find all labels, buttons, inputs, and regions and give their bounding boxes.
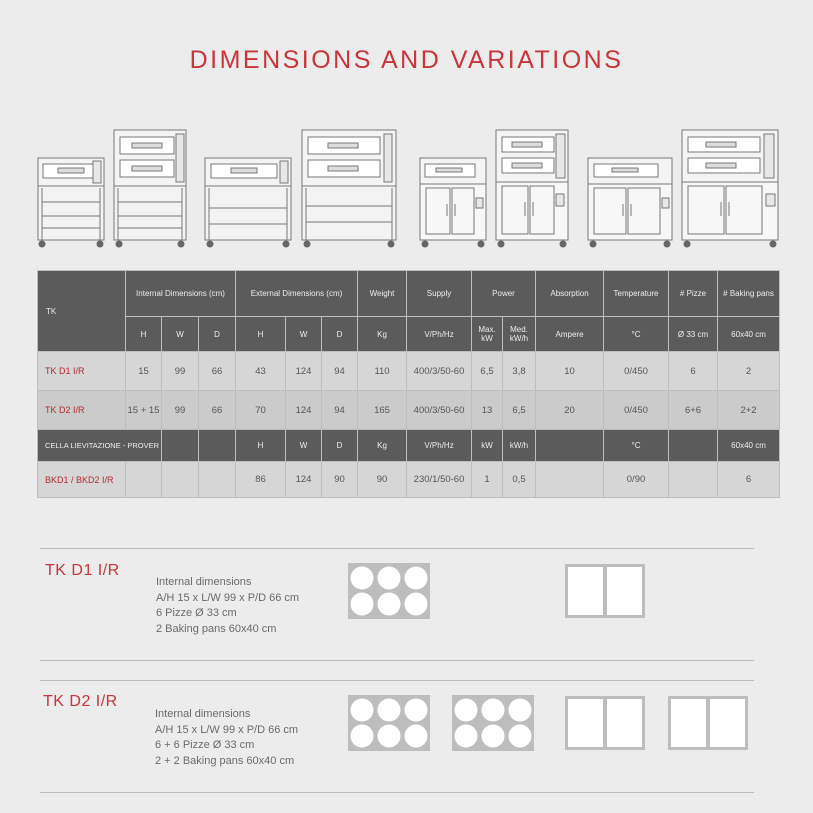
cell: H <box>236 430 286 462</box>
pizza-tray-icon <box>348 695 430 751</box>
cell: 0/450 <box>604 352 669 391</box>
cell: 94 <box>322 352 358 391</box>
pizza-tray-icon <box>452 695 534 751</box>
cell: 15 <box>126 352 162 391</box>
cell <box>669 462 718 498</box>
oven-tk-d1-prover <box>420 158 486 248</box>
sub-kg: Kg <box>358 317 407 352</box>
spec-table <box>37 270 780 498</box>
oven-tk-d1-prover-wide <box>588 158 672 248</box>
sub-ed: D <box>322 317 358 352</box>
prover-header-row <box>38 430 780 462</box>
cell: 6,5 <box>503 391 536 430</box>
cell <box>162 430 199 462</box>
sub-eh: H <box>236 317 286 352</box>
cell: 90 <box>322 462 358 498</box>
sub-iw: W <box>162 317 199 352</box>
sub-pan: 60x40 cm <box>718 317 780 352</box>
cell: 0/450 <box>604 391 669 430</box>
cell: V/Ph/Hz <box>407 430 472 462</box>
cell: 6 <box>669 352 718 391</box>
temperature-header: Temperature <box>604 271 669 317</box>
table-row <box>38 352 780 391</box>
oven-tk-d1-stand <box>38 158 104 248</box>
cell: 66 <box>199 352 236 391</box>
detail-line: A/H 15 x L/W 99 x P/D 66 cm <box>156 591 300 604</box>
supply-header: Supply <box>407 271 472 317</box>
cell: 90 <box>358 462 407 498</box>
cell: 20 <box>536 391 604 430</box>
cell <box>669 430 718 462</box>
cell: kW/h <box>503 430 536 462</box>
internal-dimensions-header: Internal Dimensions (cm) <box>126 271 236 317</box>
detail-description <box>155 707 298 769</box>
cell: 10 <box>536 352 604 391</box>
cell <box>199 462 236 498</box>
cell <box>199 430 236 462</box>
cell <box>126 462 162 498</box>
table-row <box>38 391 780 430</box>
oven-tk-d2-prover-wide <box>682 130 778 248</box>
weight-header: Weight <box>358 271 407 317</box>
baking-pans-header: # Baking pans <box>718 271 780 317</box>
sub-ih: H <box>126 317 162 352</box>
divider <box>40 548 754 549</box>
cell <box>536 430 604 462</box>
cell: 6 <box>718 462 780 498</box>
sub-pz: Ø 33 cm <box>669 317 718 352</box>
prover-label: CELLA LIEVITAZIONE - PROVER <box>38 430 162 462</box>
detail-line: Internal dimensions <box>155 708 251 720</box>
sub-id: D <box>199 317 236 352</box>
cell: 165 <box>358 391 407 430</box>
absorption-header: Absorption <box>536 271 604 317</box>
detail-line: 2 Baking pans 60x40 cm <box>156 622 277 635</box>
oven-tk-d1-wide <box>205 158 291 248</box>
table-subheader-row <box>38 317 780 352</box>
external-dimensions-header: External Dimensions (cm) <box>236 271 358 317</box>
model-cell: TK D2 I/R <box>38 391 126 430</box>
cell: 110 <box>358 352 407 391</box>
cell: 2+2 <box>718 391 780 430</box>
baking-pans-icon <box>668 696 748 750</box>
detail-model-name: TK D1 I/R <box>45 562 120 579</box>
detail-line: 6 + 6 Pizze Ø 33 cm <box>155 739 255 751</box>
baking-pans-icon <box>565 696 645 750</box>
cell: 2 <box>718 352 780 391</box>
cell: W <box>286 430 322 462</box>
cell: 60x40 cm <box>718 430 780 462</box>
detail-line: A/H 15 x L/W 99 x P/D 66 cm <box>155 723 299 736</box>
page-title: DIMENSIONS AND VARIATIONS <box>189 46 624 74</box>
cell <box>536 462 604 498</box>
cell: 43 <box>236 352 286 391</box>
sub-vph: V/Ph/Hz <box>407 317 472 352</box>
cell: 70 <box>236 391 286 430</box>
model-cell: BKD1 / BKD2 I/R <box>38 462 126 498</box>
divider <box>40 680 754 681</box>
cell: 6,5 <box>472 352 503 391</box>
cell: kW <box>472 430 503 462</box>
table-header-row <box>38 271 780 317</box>
pizze-header: # Pizze <box>669 271 718 317</box>
oven-tk-d2-stand <box>114 130 186 248</box>
cell: °C <box>604 430 669 462</box>
oven-illustrations <box>0 126 813 256</box>
cell: 99 <box>162 352 199 391</box>
brand-label: TK <box>38 271 126 352</box>
cell: 99 <box>162 391 199 430</box>
detail-line: Internal dimensions <box>156 576 252 588</box>
sub-amp: Ampere <box>536 317 604 352</box>
cell: 0,5 <box>503 462 536 498</box>
cell: 124 <box>286 462 322 498</box>
cell: 0/90 <box>604 462 669 498</box>
pizza-tray-icon <box>348 563 430 619</box>
divider <box>40 792 754 793</box>
cell: 230/1/50-60 <box>407 462 472 498</box>
cell: 13 <box>472 391 503 430</box>
detail-model-name: TK D2 I/R <box>43 693 118 710</box>
cell: 86 <box>236 462 286 498</box>
cell: 66 <box>199 391 236 430</box>
detail-line: 6 Pizze Ø 33 cm <box>156 607 237 619</box>
model-cell: TK D1 I/R <box>38 352 126 391</box>
cell <box>162 462 199 498</box>
cell: 400/3/50-60 <box>407 391 472 430</box>
cell: 3,8 <box>503 352 536 391</box>
sub-max: Max. kW <box>472 317 503 352</box>
cell: Kg <box>358 430 407 462</box>
sub-deg: °C <box>604 317 669 352</box>
oven-tk-d2-wide <box>302 130 396 248</box>
cell: 1 <box>472 462 503 498</box>
cell: 400/3/50-60 <box>407 352 472 391</box>
sub-ew: W <box>286 317 322 352</box>
cell: 15 + 15 <box>126 391 162 430</box>
sub-med: Med. kW/h <box>503 317 536 352</box>
divider <box>40 660 754 661</box>
cell: 124 <box>286 391 322 430</box>
baking-pans-icon <box>565 564 645 618</box>
detail-line: 2 + 2 Baking pans 60x40 cm <box>155 754 295 767</box>
cell: D <box>322 430 358 462</box>
cell: 6+6 <box>669 391 718 430</box>
oven-tk-d2-prover <box>496 130 568 248</box>
detail-description <box>156 575 299 637</box>
power-header: Power <box>472 271 536 317</box>
cell: 94 <box>322 391 358 430</box>
cell: 124 <box>286 352 322 391</box>
table-row <box>38 462 780 498</box>
